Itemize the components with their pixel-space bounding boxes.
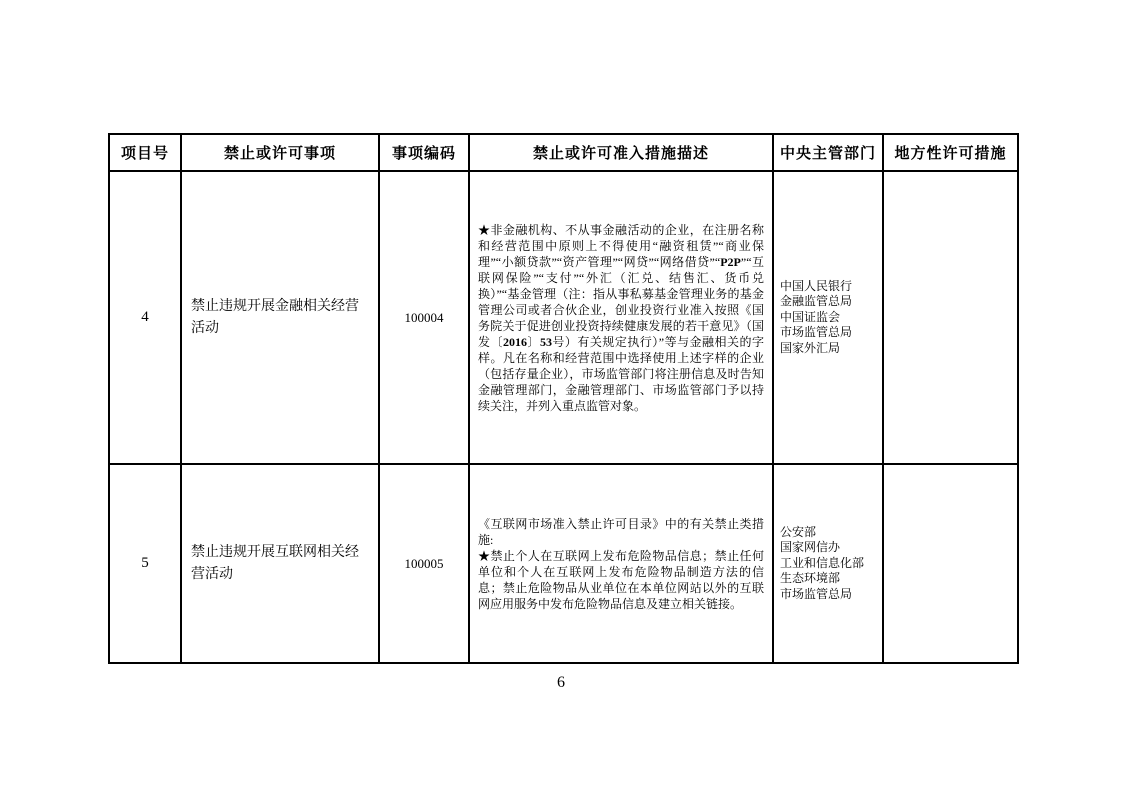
page-number: 6 — [557, 674, 565, 691]
header-local-licensing-measures: 地方性许可措施 — [883, 134, 1018, 171]
cell-item-number: 5 — [109, 464, 181, 663]
department-line: 公安部 — [780, 524, 817, 539]
table-row-item-4 — [109, 171, 1018, 464]
description-paragraph: ★禁止个人在互联网上发布危险物品信息；禁止任何单位和个人在互联网上发布危险物品制造方法的信息；禁止危险物品从业单位在本单位网站以外的互联网应用服务中发布危险物品信息及建立相关链接。 — [478, 548, 764, 611]
department-line: 金融监管总局 — [780, 294, 853, 309]
description-paragraph: 《互联网市场准入禁止许可目录》中的有关禁止类措施: — [478, 516, 764, 547]
cell-item-number: 4 — [109, 171, 181, 464]
cell-central-departments — [773, 464, 883, 663]
department-line: 中国人民银行 — [780, 278, 853, 293]
table-header-row — [109, 134, 1018, 171]
market-access-negative-list-table — [108, 133, 1019, 664]
cell-measure-description — [469, 171, 773, 464]
header-central-department: 中央主管部门 — [773, 134, 883, 171]
cell-matter-code: 100005 — [379, 464, 469, 663]
department-line: 工业和信息化部 — [780, 555, 865, 570]
department-line: 国家外汇局 — [780, 340, 841, 355]
header-matter-code: 事项编码 — [379, 134, 469, 171]
department-line: 市场监管总局 — [780, 586, 853, 601]
cell-matter-code: 100004 — [379, 171, 469, 464]
department-line: 中国证监会 — [780, 309, 841, 324]
table-row-item-5 — [109, 464, 1018, 663]
cell-matter: 禁止违规开展互联网相关经营活动 — [181, 464, 379, 663]
header-measure-description: 禁止或许可准入措施描述 — [469, 134, 773, 171]
header-item-number: 项目号 — [109, 134, 181, 171]
cell-local-measures — [883, 464, 1018, 663]
cell-central-departments — [773, 171, 883, 464]
department-line: 国家网信办 — [780, 540, 841, 555]
cell-measure-description — [469, 464, 773, 663]
cell-matter: 禁止违规开展金融相关经营活动 — [181, 171, 379, 464]
cell-local-measures — [883, 171, 1018, 464]
description-paragraph: ★非金融机构、不从事金融活动的企业，在注册名称和经营范围中原则上不得使用“融资租赁”“商业保理”“小额贷款”“资产管理”“网贷”“网络借贷”“P2P”“互联网保险”“支付”“外汇（汇兑、结售汇、货币兑换）”“基金管理（注：指从事私募基金管理业务的基金管理公司或者合伙企业，创业投资行业准入按照《国务院关于促进创业投资持续健康发展的若干意见》（国发〔2016〕53号）有关规定执行）”等与金融相关的字样。凡在名称和经营范围中选择使用上述字样的企业（包括存量企业），市场监管部门将注册信息及时告知金融管理部门，金融管理部门、市场监管部门予以持续关注，并列入重点监管对象。 — [478, 222, 764, 413]
department-line: 市场监管总局 — [780, 325, 853, 340]
department-line: 生态环境部 — [780, 571, 841, 586]
header-prohibited-or-licensed-matter: 禁止或许可事项 — [181, 134, 379, 171]
